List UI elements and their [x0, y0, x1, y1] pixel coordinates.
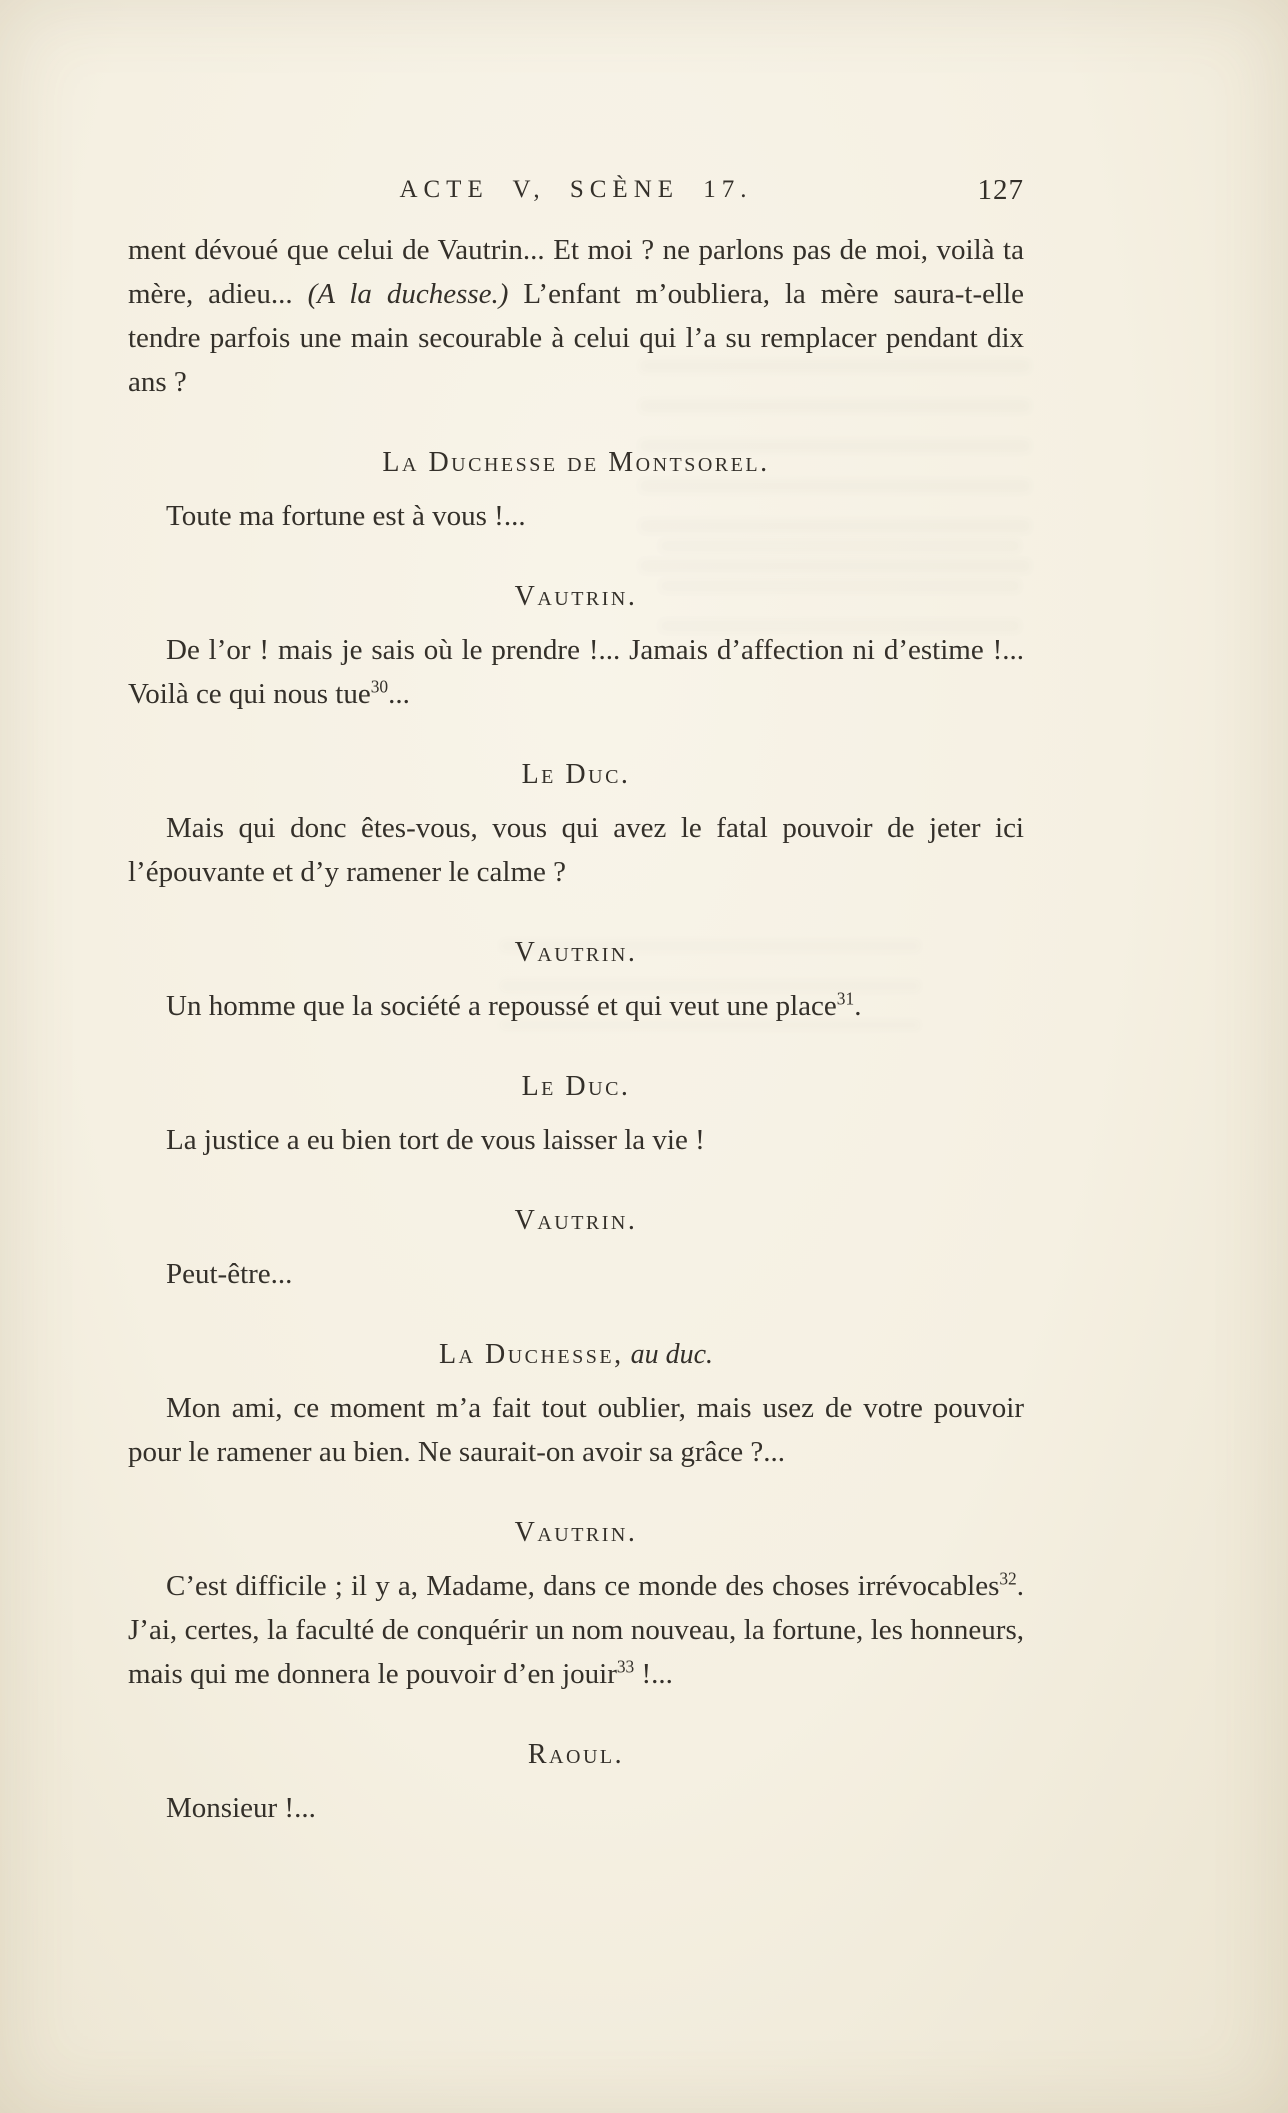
speaker-name: Vautrin.	[514, 1517, 638, 1548]
footnote-ref: 32	[999, 1568, 1017, 1589]
footnote-ref: 31	[836, 988, 855, 1009]
dialogue-text: Monsieur !...	[166, 1792, 316, 1824]
speaker-name: Vautrin.	[514, 1205, 638, 1236]
dialogue-text: Mais qui donc êtes-vous, vous qui avez le fatal pouvoir de jeter ici l’épouvante et d’y ramener le calme ?	[128, 812, 1024, 888]
stage-direction: au duc.	[623, 1339, 714, 1370]
dialogue-paragraph	[128, 1386, 1024, 1474]
stage-direction: (A la duchesse.)	[307, 278, 509, 310]
dialogue-text: C’est difficile ; il y a, Madame, dans ce monde des choses irrévocables	[166, 1570, 1000, 1602]
dialogue-paragraph	[128, 1252, 1024, 1296]
dialogue-paragraph	[128, 984, 1024, 1028]
dialogue-text: .	[854, 990, 862, 1022]
speaker-heading	[128, 576, 1024, 618]
footnote-ref: 30	[370, 676, 389, 697]
speaker-name: La Duchesse de Montsorel.	[382, 447, 770, 478]
running-title: ACTE V, SCÈNE 17.	[399, 176, 753, 203]
speaker-name: Le Duc.	[521, 759, 631, 790]
dialogue-paragraph	[128, 806, 1024, 894]
speaker-name: La Duchesse,	[438, 1339, 624, 1370]
speaker-heading	[128, 932, 1024, 974]
speaker-heading	[128, 1512, 1024, 1554]
footnote-ref: 33	[616, 1656, 635, 1677]
dialogue-text: L’enfant m’oubliera, la mère saura-t-elle tendre parfois une main secourable à celui qui l’a su remplacer pendant dix ans ?	[128, 278, 1025, 398]
page-header	[128, 172, 1024, 216]
dialogue-text: Toute ma fortune est à vous !...	[166, 500, 526, 532]
speaker-name: Vautrin.	[514, 937, 638, 968]
dialogue-text: ...	[388, 678, 410, 710]
dialogue-text: De l’or ! mais je sais où le prendre !... Jamais d’affection ni d’estime !... Voilà ce qui nous tue	[128, 634, 1024, 710]
speaker-heading	[128, 1066, 1024, 1108]
dialogue-paragraph	[128, 494, 1024, 538]
dialogue-paragraph	[128, 1118, 1024, 1162]
dialogue-paragraph	[128, 1564, 1024, 1696]
dialogue-text: ment dévoué que celui de Vautrin... Et moi ? ne parlons pas de moi, voilà ta mère, adieu...	[128, 234, 1024, 310]
speaker-name: Raoul.	[527, 1739, 625, 1770]
dialogue-paragraph	[128, 1786, 1024, 1830]
dialogue-text: Un homme que la société a repoussé et qui veut une place	[166, 990, 837, 1022]
dialogue-paragraph	[128, 228, 1024, 404]
speaker-heading	[128, 1200, 1024, 1242]
dialogue-text: !...	[634, 1658, 673, 1690]
speaker-name: Vautrin.	[514, 581, 638, 612]
speaker-heading	[128, 754, 1024, 796]
dialogue-paragraph	[128, 628, 1024, 716]
speaker-name: Le Duc.	[521, 1071, 631, 1102]
dialogue-text: . J’ai, certes, la faculté de conquérir un nom nouveau, la fortune, les honneurs, mais qui me donnera le pouvoir d’en jouir	[128, 1570, 1024, 1690]
dialogue-text: La justice a eu bien tort de vous laisser la vie !	[166, 1124, 705, 1156]
dialogue-text: Peut-être...	[166, 1258, 293, 1290]
dialogue-text: Mon ami, ce moment m’a fait tout oublier, mais usez de votre pouvoir pour le ramener au bien. Ne saurait-on avoir sa grâce ?...	[128, 1392, 1024, 1468]
page-number: 127	[977, 174, 1024, 206]
speaker-heading	[128, 442, 1024, 484]
speaker-heading	[128, 1734, 1024, 1776]
text-column	[128, 172, 1024, 1830]
speaker-heading	[128, 1334, 1024, 1376]
